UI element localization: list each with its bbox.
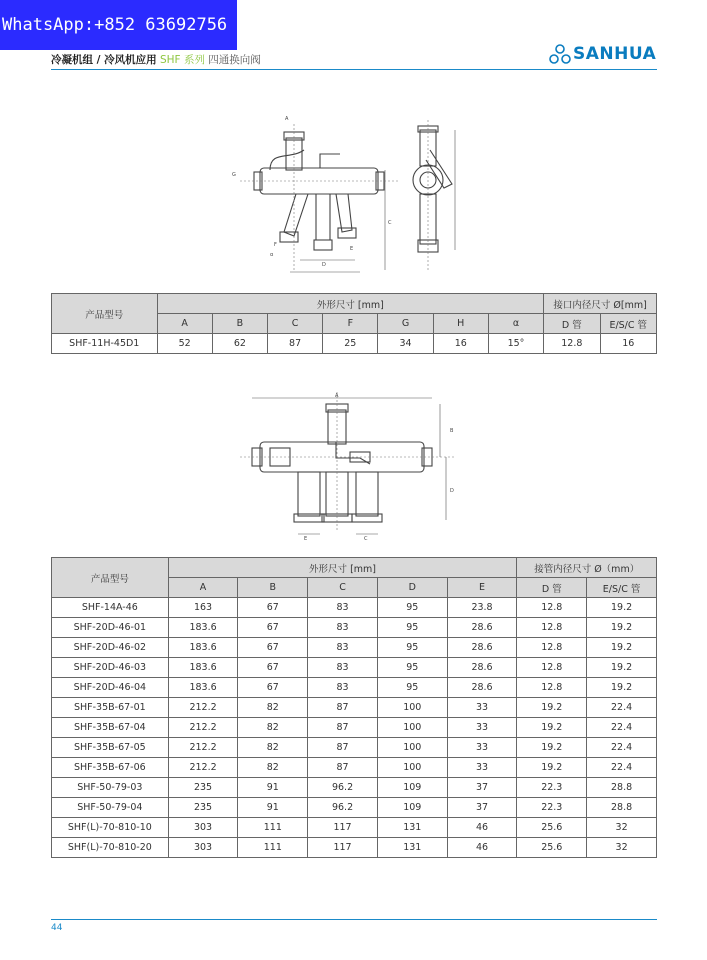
cell: 83	[308, 618, 378, 638]
cell: 95	[377, 598, 447, 618]
cell: 19.2	[517, 698, 587, 718]
breadcrumb	[51, 52, 261, 67]
cell: 37	[447, 778, 517, 798]
cell: 83	[308, 678, 378, 698]
cell-model: SHF-35B-67-01	[52, 698, 169, 718]
table-row	[52, 334, 657, 354]
cell: 19.2	[587, 638, 657, 658]
valve-drawing-top	[230, 116, 480, 285]
cell: 19.2	[587, 618, 657, 638]
cell: 22.3	[517, 778, 587, 798]
cell: 87	[308, 758, 378, 778]
cell: 95	[377, 638, 447, 658]
cell: 109	[377, 778, 447, 798]
cell: 212.2	[168, 698, 238, 718]
col-header: H	[433, 314, 488, 334]
cell: 16	[600, 334, 657, 354]
col-header: G	[378, 314, 433, 334]
cell: 62	[212, 334, 267, 354]
cell: 19.2	[587, 678, 657, 698]
cell: 15°	[488, 334, 543, 354]
cell: 25.6	[517, 818, 587, 838]
col-header: α	[488, 314, 543, 334]
cell: 117	[308, 838, 378, 858]
table-row	[52, 658, 657, 678]
cell: 28.6	[447, 618, 517, 638]
dims-header: 外形尺寸 [mm]	[168, 558, 517, 578]
cell: 16	[433, 334, 488, 354]
page-number: 44	[51, 923, 63, 933]
cell: 100	[377, 738, 447, 758]
crumb-category: 冷凝机组 / 冷风机应用	[51, 54, 157, 66]
dim-label-b: B	[450, 428, 454, 434]
cell: 37	[447, 798, 517, 818]
cell: 33	[447, 738, 517, 758]
cell: 32	[587, 838, 657, 858]
cell: 12.8	[517, 678, 587, 698]
table-row	[52, 798, 657, 818]
ports-header: 接管内径尺寸 Ø（mm）	[517, 558, 657, 578]
cell-model: SHF-20D-46-02	[52, 638, 169, 658]
watermark-banner: WhatsApp:+852 63692756	[0, 0, 237, 50]
header-divider	[51, 69, 657, 70]
cell: 83	[308, 638, 378, 658]
dim-label-f: F	[274, 242, 277, 248]
cell: 22.4	[587, 718, 657, 738]
cell: 46	[447, 838, 517, 858]
cell: 32	[587, 818, 657, 838]
cell: 131	[377, 838, 447, 858]
col-header: F	[323, 314, 378, 334]
col-header: B	[212, 314, 267, 334]
cell: 87	[308, 698, 378, 718]
cell: 87	[308, 738, 378, 758]
col-header: A	[168, 578, 238, 598]
cell: 12.8	[517, 598, 587, 618]
cell: 28.6	[447, 658, 517, 678]
cell: 67	[238, 598, 308, 618]
cell-model: SHF-35B-67-05	[52, 738, 169, 758]
cell: 19.2	[587, 658, 657, 678]
cell: 183.6	[168, 638, 238, 658]
cell: 83	[308, 658, 378, 678]
crumb-product: 四通换向阀	[208, 54, 261, 66]
cell: 12.8	[517, 638, 587, 658]
cell: 131	[377, 818, 447, 838]
cell: 100	[377, 718, 447, 738]
dim-label-g: G	[232, 172, 236, 178]
cell: 87	[267, 334, 322, 354]
cell: 19.2	[517, 758, 587, 778]
cell: 111	[238, 818, 308, 838]
dim-label-c: C	[388, 220, 392, 226]
cell-model: SHF(L)-70-810-10	[52, 818, 169, 838]
cell: 212.2	[168, 718, 238, 738]
cell: 12.8	[517, 658, 587, 678]
cell: 183.6	[168, 618, 238, 638]
dim-label-d: D	[322, 262, 326, 268]
spec-table-1	[51, 293, 657, 354]
cell: 82	[238, 738, 308, 758]
cell: 67	[238, 658, 308, 678]
cell-model: SHF-50-79-03	[52, 778, 169, 798]
table-row	[52, 718, 657, 738]
cell-model: SHF-20D-46-01	[52, 618, 169, 638]
cell: 109	[377, 798, 447, 818]
cell: 95	[377, 678, 447, 698]
cell: 82	[238, 758, 308, 778]
cell: 212.2	[168, 738, 238, 758]
cell-model: SHF-50-79-04	[52, 798, 169, 818]
cell: 52	[157, 334, 212, 354]
cell: 111	[238, 838, 308, 858]
cell: 95	[377, 658, 447, 678]
cell-model: SHF-14A-46	[52, 598, 169, 618]
cell: 46	[447, 818, 517, 838]
ports-header: 接口内径尺寸 Ø[mm]	[544, 294, 657, 314]
cell-model: SHF-35B-67-06	[52, 758, 169, 778]
cell-model: SHF-35B-67-04	[52, 718, 169, 738]
cell: 22.4	[587, 738, 657, 758]
cell: 19.2	[517, 738, 587, 758]
cell: 303	[168, 818, 238, 838]
col-header: D	[377, 578, 447, 598]
valve-drawing-bottom	[240, 392, 470, 542]
cell: 33	[447, 698, 517, 718]
cell: 96.2	[308, 798, 378, 818]
cell: 235	[168, 778, 238, 798]
col-header: D 管	[517, 578, 587, 598]
cell-model: SHF-20D-46-03	[52, 658, 169, 678]
cell: 33	[447, 718, 517, 738]
dims-header: 外形尺寸 [mm]	[157, 294, 544, 314]
cell: 23.8	[447, 598, 517, 618]
cell: 28.8	[587, 778, 657, 798]
dim-label-a: A	[335, 393, 339, 399]
table-row	[52, 638, 657, 658]
cell: 95	[377, 618, 447, 638]
dim-label-alpha: α	[270, 252, 274, 258]
cell: 91	[238, 798, 308, 818]
col-header: A	[157, 314, 212, 334]
cell: 96.2	[308, 778, 378, 798]
cell: 235	[168, 798, 238, 818]
table-row	[52, 778, 657, 798]
col-header: C	[267, 314, 322, 334]
cell: 34	[378, 334, 433, 354]
spec-table-2	[51, 557, 657, 858]
col-header: E	[447, 578, 517, 598]
table-row	[52, 758, 657, 778]
cell-model: SHF-11H-45D1	[52, 334, 158, 354]
cell: 19.2	[587, 598, 657, 618]
col-header: B	[238, 578, 308, 598]
cell: 303	[168, 838, 238, 858]
dim-label-c: C	[364, 536, 368, 542]
model-header: 产品型号	[52, 294, 158, 334]
cell: 183.6	[168, 678, 238, 698]
cell: 28.6	[447, 638, 517, 658]
cell: 12.8	[544, 334, 600, 354]
crumb-series: SHF 系列	[160, 54, 205, 66]
cell: 25	[323, 334, 378, 354]
table-row	[52, 618, 657, 638]
cell: 100	[377, 758, 447, 778]
cell: 67	[238, 638, 308, 658]
dim-label-a: A	[285, 116, 289, 122]
brand-name: SANHUA	[573, 44, 657, 64]
cell: 82	[238, 698, 308, 718]
cell: 22.4	[587, 758, 657, 778]
dim-label-d: D	[450, 488, 454, 494]
cell: 100	[377, 698, 447, 718]
col-header: E/S/C 管	[587, 578, 657, 598]
cell: 82	[238, 718, 308, 738]
col-header: E/S/C 管	[600, 314, 657, 334]
model-header: 产品型号	[52, 558, 169, 598]
table-row	[52, 598, 657, 618]
cell: 22.3	[517, 798, 587, 818]
cell: 19.2	[517, 718, 587, 738]
col-header: C	[308, 578, 378, 598]
cell: 83	[308, 598, 378, 618]
table-row	[52, 698, 657, 718]
cell: 25.6	[517, 838, 587, 858]
table-row	[52, 838, 657, 858]
cell: 67	[238, 618, 308, 638]
cell: 33	[447, 758, 517, 778]
table-row	[52, 738, 657, 758]
cell: 67	[238, 678, 308, 698]
table-row	[52, 818, 657, 838]
cell: 28.6	[447, 678, 517, 698]
col-header: D 管	[544, 314, 600, 334]
table-row	[52, 678, 657, 698]
cell: 12.8	[517, 618, 587, 638]
dim-label-e: E	[304, 536, 308, 542]
cell: 117	[308, 818, 378, 838]
dim-label-e: E	[350, 246, 354, 252]
cell: 22.4	[587, 698, 657, 718]
cell-model: SHF(L)-70-810-20	[52, 838, 169, 858]
cell: 212.2	[168, 758, 238, 778]
cell-model: SHF-20D-46-04	[52, 678, 169, 698]
footer-divider	[51, 919, 657, 920]
cell: 163	[168, 598, 238, 618]
cell: 28.8	[587, 798, 657, 818]
cell: 91	[238, 778, 308, 798]
cell: 183.6	[168, 658, 238, 678]
cell: 87	[308, 718, 378, 738]
